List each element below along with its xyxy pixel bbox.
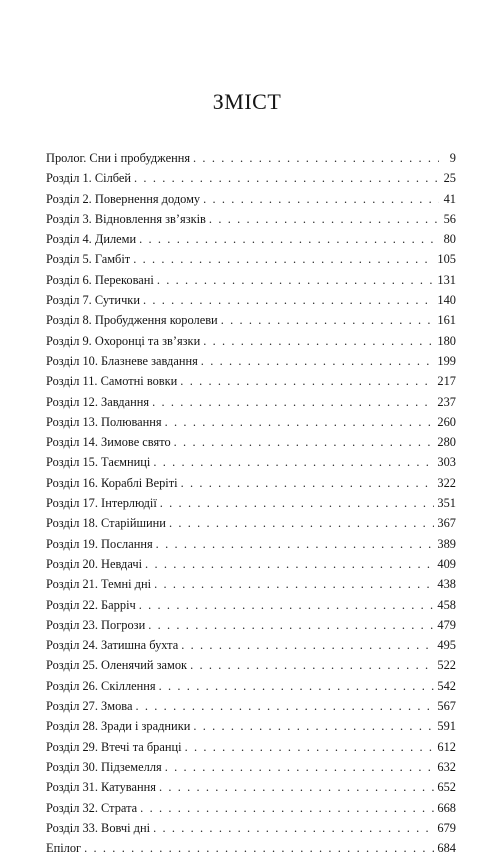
toc-page-number: 161: [437, 313, 456, 328]
toc-entry-title: Розділ 15. Таємниці: [46, 455, 151, 470]
toc-entry: [46, 798, 456, 818]
dot-leader: [145, 554, 434, 574]
toc-entry: [46, 676, 456, 696]
toc-entry-title: Розділ 13. Полювання: [46, 414, 162, 429]
toc-entry: [46, 635, 456, 655]
toc-page-number: 322: [437, 475, 456, 490]
toc-page-number: 679: [437, 820, 456, 835]
toc-page-number: 612: [437, 739, 456, 754]
dot-leader: [169, 513, 434, 533]
toc-page-number: 652: [437, 780, 456, 795]
dot-leader: [165, 412, 435, 432]
toc-entry: [46, 737, 456, 757]
toc-entry-title: Розділ 9. Охоронці та зв’язки: [46, 333, 201, 348]
dot-leader: [185, 737, 435, 757]
toc-entry: [46, 392, 456, 412]
toc-entry-title: Розділ 29. Втечі та бранці: [46, 739, 182, 754]
toc-page-number: 409: [437, 556, 456, 571]
toc-entry: [46, 148, 456, 168]
toc-entry-title: Розділ 8. Пробудження королеви: [46, 313, 218, 328]
dot-leader: [193, 716, 434, 736]
toc-entry-title: Розділ 17. Інтерлюдії: [46, 496, 157, 511]
toc-entry-title: Розділ 7. Сутички: [46, 293, 140, 308]
toc-page-number: 131: [437, 272, 456, 287]
toc-entry-title: Розділ 27. Змова: [46, 699, 133, 714]
toc-entry-title: Розділ 6. Перековані: [46, 272, 154, 287]
dot-leader: [203, 331, 434, 351]
toc-page-number: 140: [437, 293, 456, 308]
toc-page-number: 237: [437, 394, 456, 409]
toc-page-number: 80: [443, 232, 456, 247]
dot-leader: [160, 493, 435, 513]
toc-page-number: 479: [437, 617, 456, 632]
toc-page-number: 41: [443, 191, 456, 206]
toc-page-number: 105: [437, 252, 456, 267]
dot-leader: [159, 676, 435, 696]
toc-entry-title: Розділ 14. Зимове свято: [46, 435, 171, 450]
toc-entry-title: Розділ 2. Повернення додому: [46, 191, 201, 206]
toc-entry-title: Розділ 23. Погрози: [46, 617, 146, 632]
toc-entry: [46, 249, 456, 269]
toc-entry: [46, 615, 456, 635]
toc-entry-title: Розділ 16. Кораблі Веріті: [46, 475, 178, 490]
toc-entry: [46, 452, 456, 472]
dot-leader: [181, 635, 434, 655]
toc-entry: [46, 473, 456, 493]
toc-entry: [46, 209, 456, 229]
toc-page-number: 567: [437, 699, 456, 714]
toc-entry-title: Розділ 22. Барріч: [46, 597, 136, 612]
dot-leader: [134, 168, 439, 188]
dot-leader: [154, 574, 434, 594]
dot-leader: [203, 189, 439, 209]
toc-entry: [46, 838, 456, 858]
toc-entry-title: Розділ 25. Оленячий замок: [46, 658, 188, 673]
toc-entry-title: Пролог. Сни і пробудження: [46, 151, 191, 165]
toc-entry-title: Розділ 4. Дилеми: [46, 232, 137, 247]
dot-leader: [139, 595, 435, 615]
toc-entry-title: Розділ 31. Катування: [46, 780, 156, 795]
toc-entry-title: Епілог: [46, 841, 82, 856]
toc-page-number: 591: [437, 719, 456, 734]
toc-page-number: 303: [437, 455, 456, 470]
toc-entry: [46, 493, 456, 513]
table-of-contents: [46, 148, 456, 858]
toc-entry: [46, 534, 456, 554]
toc-entry: [46, 757, 456, 777]
toc-entry-title: Розділ 26. Скіллення: [46, 678, 156, 693]
dot-leader: [153, 452, 434, 472]
toc-page-number: 351: [437, 496, 456, 511]
dot-leader: [221, 310, 435, 330]
toc-entry: [46, 655, 456, 675]
dot-leader: [148, 615, 434, 635]
toc-entry-title: Розділ 11. Самотні вовки: [46, 374, 178, 389]
dot-leader: [174, 432, 435, 452]
toc-page-number: 632: [437, 759, 456, 774]
toc-page-number: 180: [437, 333, 456, 348]
dot-leader: [152, 392, 434, 412]
toc-entry-title: Розділ 32. Страта: [46, 800, 138, 815]
dot-leader: [153, 818, 434, 838]
toc-entry: [46, 574, 456, 594]
toc-page-number: 25: [443, 171, 456, 186]
toc-entry-title: Розділ 5. Гамбіт: [46, 252, 131, 267]
dot-leader: [140, 798, 434, 818]
toc-entry: [46, 432, 456, 452]
dot-leader: [139, 229, 439, 249]
toc-entry-title: Розділ 24. Затишна бухта: [46, 638, 179, 653]
toc-page-number: 495: [437, 638, 456, 653]
toc-entry: [46, 554, 456, 574]
toc-page-number: 56: [443, 211, 456, 226]
toc-entry-title: Розділ 33. Вовчі дні: [46, 820, 151, 835]
toc-page-number: 217: [437, 374, 456, 389]
dot-leader: [157, 270, 435, 290]
toc-entry: [46, 168, 456, 188]
dot-leader: [133, 249, 434, 269]
dot-leader: [84, 838, 434, 858]
toc-entry-title: Розділ 10. Блазневе завдання: [46, 353, 198, 368]
toc-page-number: 389: [437, 536, 456, 551]
toc-page-number: 9: [449, 151, 456, 165]
contents-title: ЗМІСТ: [212, 89, 282, 114]
toc-entry-title: Розділ 18. Старійшини: [46, 516, 166, 531]
toc-entry: [46, 351, 456, 371]
toc-entry: [46, 229, 456, 249]
toc-entry: [46, 412, 456, 432]
toc-page-number: 438: [437, 577, 456, 592]
dot-leader: [165, 757, 435, 777]
toc-entry-title: Розділ 3. Відновлення зв’язків: [46, 211, 206, 226]
toc-page-number: 280: [437, 435, 456, 450]
dot-leader: [193, 148, 439, 168]
toc-page-number: 367: [437, 516, 456, 531]
dot-leader: [201, 351, 435, 371]
toc-page-number: 542: [437, 678, 456, 693]
dot-leader: [136, 696, 435, 716]
toc-entry-title: Розділ 28. Зради і зрадники: [46, 719, 191, 734]
toc-entry: [46, 270, 456, 290]
toc-page-number: 684: [437, 841, 456, 856]
toc-entry: [46, 371, 456, 391]
toc-entry-title: Розділ 20. Невдачі: [46, 556, 143, 571]
toc-page-number: 458: [437, 597, 456, 612]
toc-entry: [46, 513, 456, 533]
toc-entry: [46, 818, 456, 838]
toc-entry-title: Розділ 1. Сілбей: [46, 171, 132, 186]
dot-leader: [159, 777, 434, 797]
toc-entry-title: Розділ 12. Завдання: [46, 394, 150, 409]
toc-entry: [46, 716, 456, 736]
toc-page-number: 668: [437, 800, 456, 815]
toc-entry: [46, 777, 456, 797]
toc-entry-title: Розділ 19. Послання: [46, 536, 153, 551]
toc-page-number: 522: [437, 658, 456, 673]
toc-entry: [46, 290, 456, 310]
dot-leader: [181, 473, 435, 493]
toc-page-number: 199: [437, 353, 456, 368]
toc-entry: [46, 189, 456, 209]
dot-leader: [180, 371, 434, 391]
toc-entry-title: Розділ 30. Підземелля: [46, 759, 162, 774]
toc-entry-title: Розділ 21. Темні дні: [46, 577, 152, 592]
dot-leader: [143, 290, 434, 310]
toc-entry: [46, 310, 456, 330]
toc-entry: [46, 331, 456, 351]
toc-entry: [46, 595, 456, 615]
toc-entry: [46, 696, 456, 716]
dot-leader: [209, 209, 439, 229]
dot-leader: [156, 534, 435, 554]
dot-leader: [190, 655, 434, 675]
toc-page-number: 260: [437, 414, 456, 429]
